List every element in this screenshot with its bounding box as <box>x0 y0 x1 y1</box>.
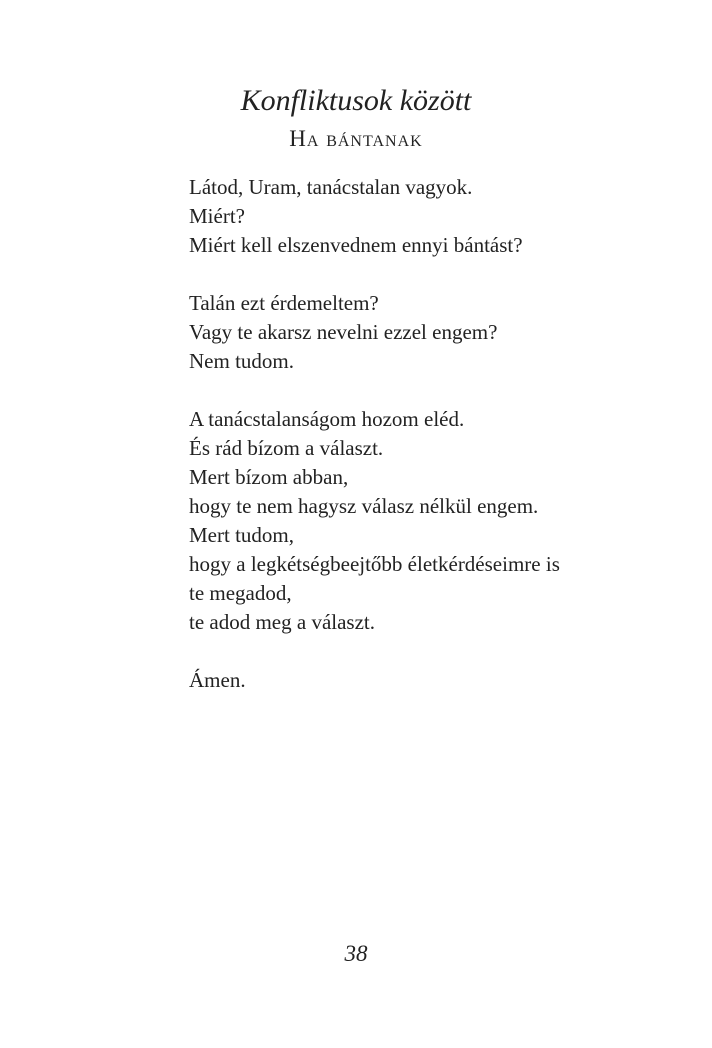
poem-line: hogy te nem hagysz válasz nélkül engem. <box>189 494 539 518</box>
poem-title: Ha bántanak <box>289 126 423 151</box>
poem-line: Mert bízom abban, <box>189 465 349 489</box>
poem-line: te megadod, <box>189 581 292 605</box>
poem-line: A tanácstalanságom hozom eléd. <box>189 407 465 431</box>
stanza-2 <box>189 289 669 376</box>
page-number: 38 <box>344 941 368 966</box>
poem-line: hogy a legkétségbeejtőbb életkérdéseimre is <box>189 552 560 576</box>
poem-line: Mert tudom, <box>189 523 294 547</box>
poem-line: Vagy te akarsz nevelni ezzel engem? <box>189 320 498 344</box>
poem-body <box>189 173 669 724</box>
stanza-4 <box>189 666 669 695</box>
poem-line: Miért? <box>189 204 245 228</box>
stanza-1 <box>189 173 669 260</box>
stanza-3 <box>189 405 669 637</box>
poem-line: Talán ezt érdemeltem? <box>189 291 379 315</box>
poem-line: Nem tudom. <box>189 349 294 373</box>
poem-line: És rád bízom a választ. <box>189 436 384 460</box>
poem-line: Ámen. <box>189 668 246 692</box>
chapter-title: Konfliktusok között <box>240 84 472 117</box>
poem-line: Látod, Uram, tanácstalan vagyok. <box>189 175 473 199</box>
poem-line: Miért kell elszenvednem ennyi bántást? <box>189 233 523 257</box>
poem-line: te adod meg a választ. <box>189 610 376 634</box>
